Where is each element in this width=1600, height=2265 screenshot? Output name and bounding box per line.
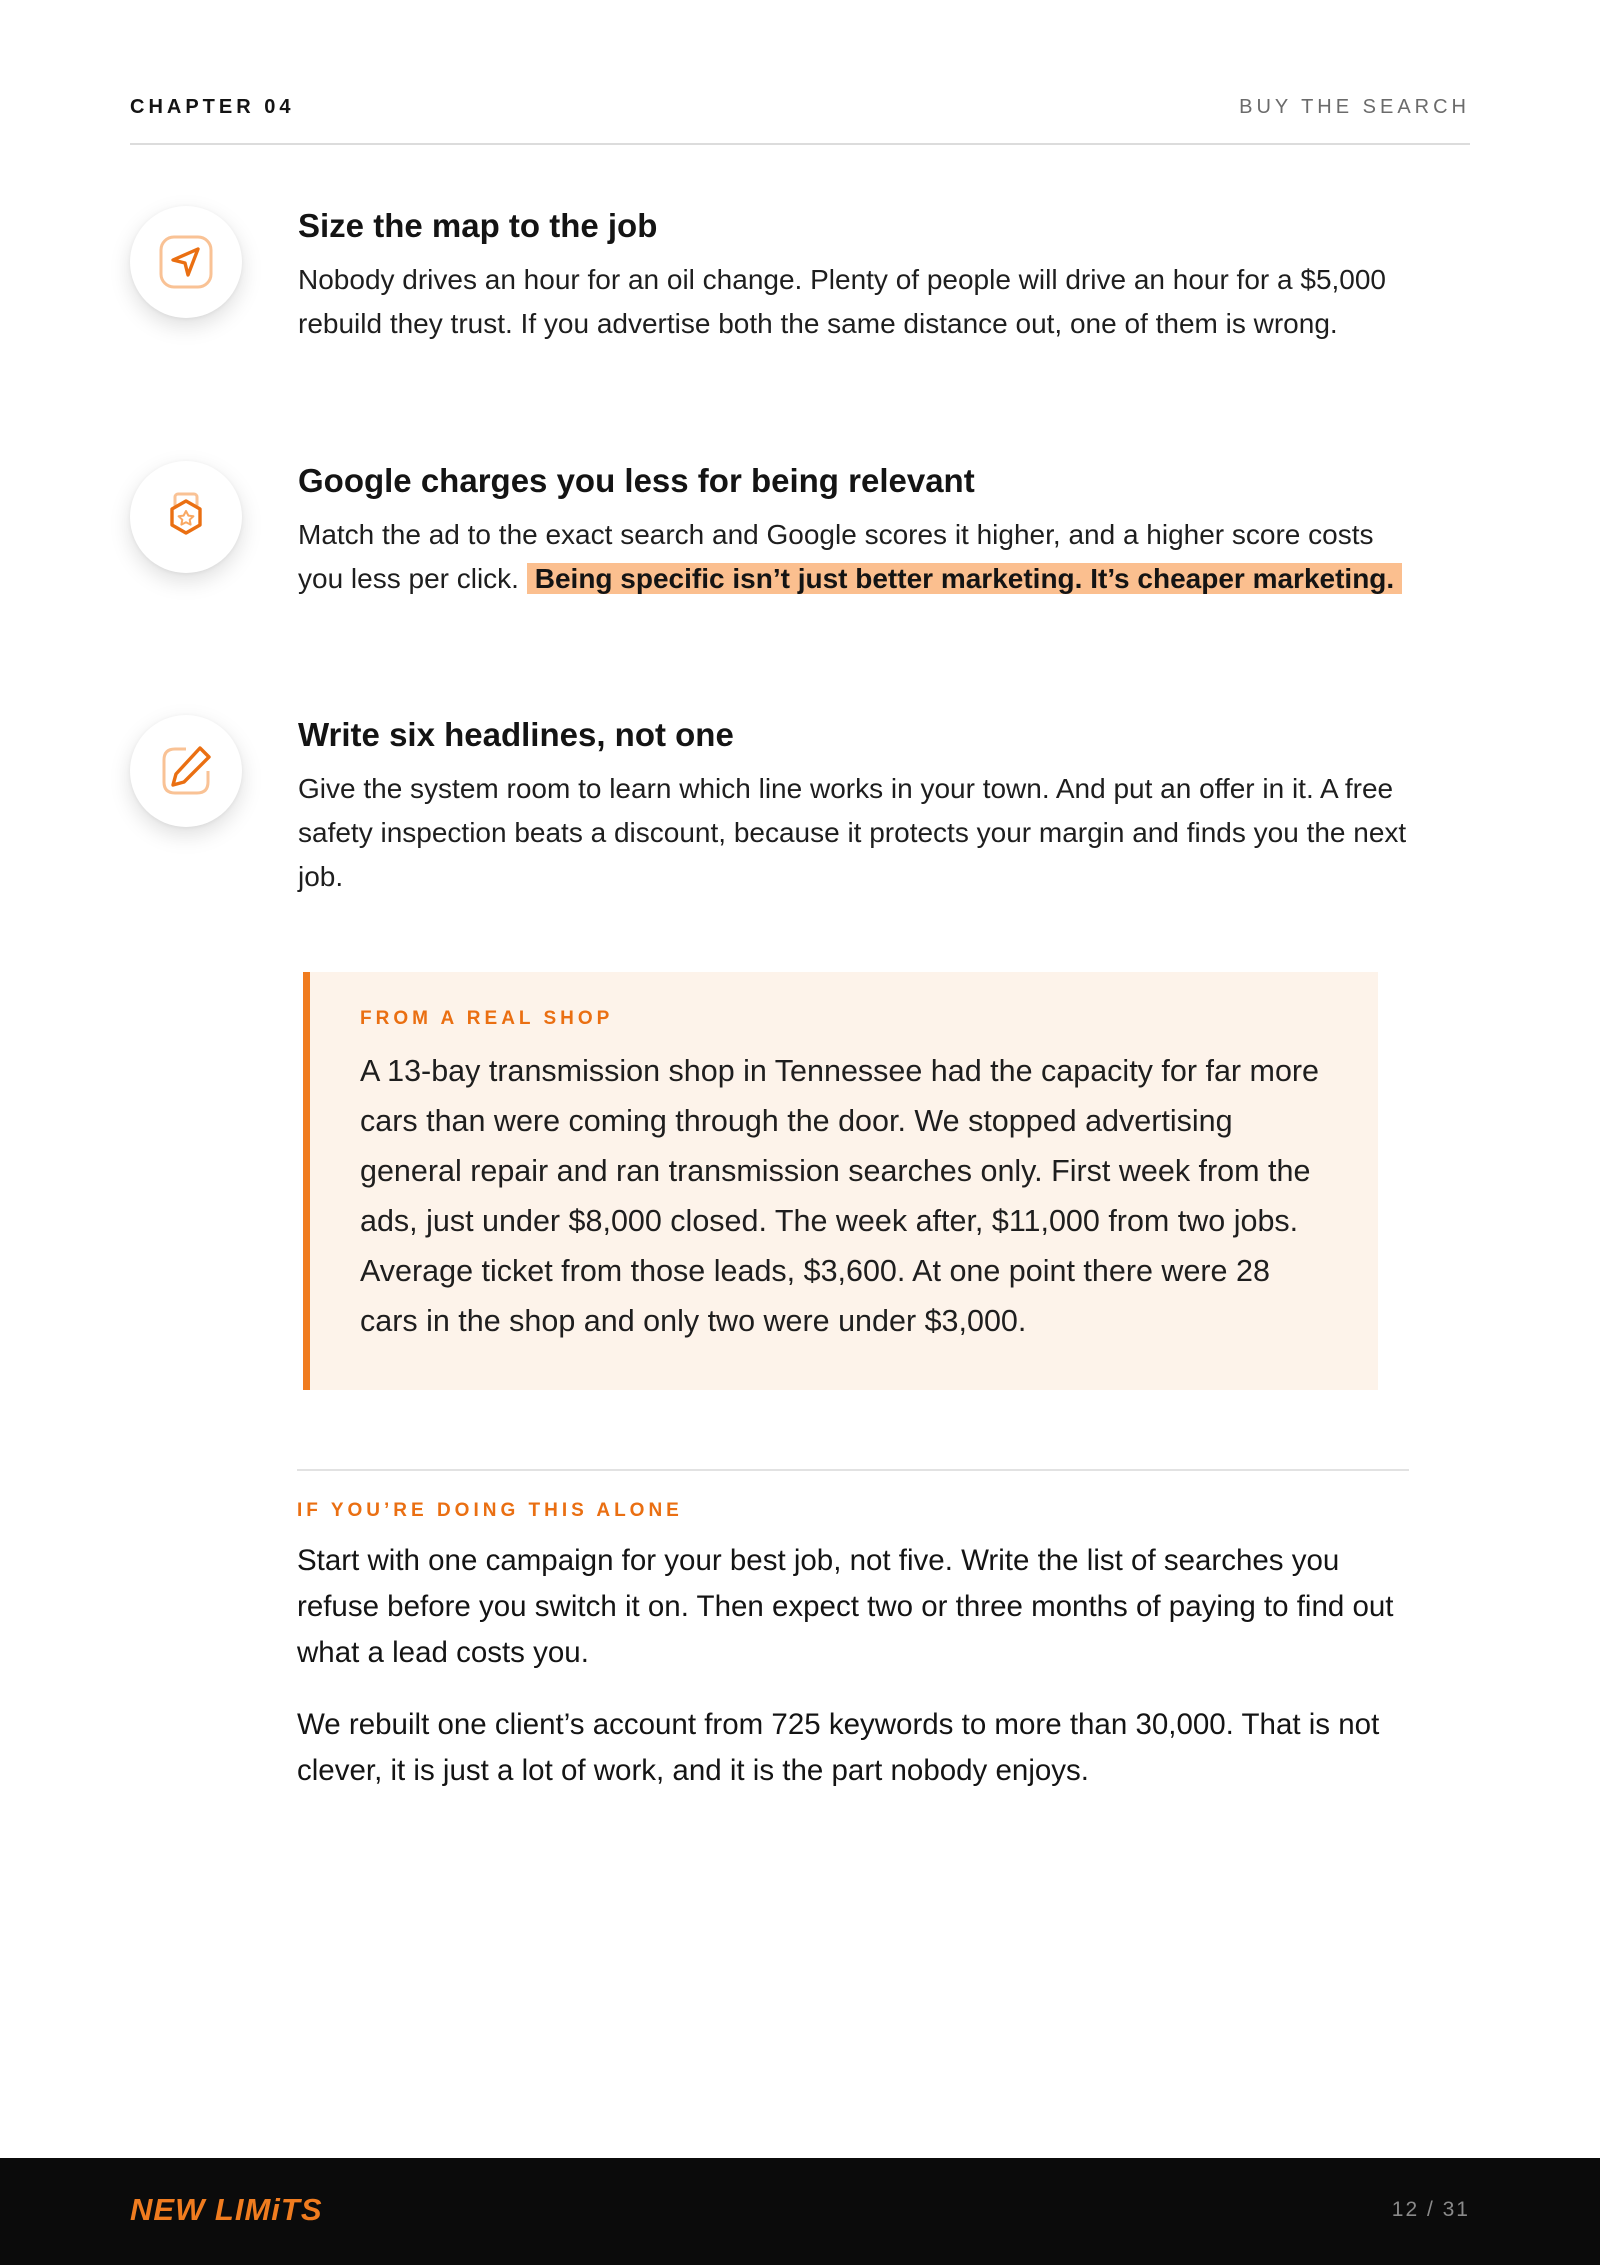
chapter-label: CHAPTER 04 bbox=[130, 96, 295, 118]
point-text-lead: Match the ad to the exact search and Google scores it higher, and a higher score costs you less per click. bbox=[298, 519, 1374, 594]
solo-label: IF YOU’RE DOING THIS ALONE bbox=[297, 1500, 683, 1521]
brand-logo: NEW LIMiTS bbox=[130, 2192, 323, 2227]
real-shop-callout bbox=[303, 972, 1378, 1390]
running-header bbox=[130, 96, 1470, 119]
point-title: Google charges you less for being relevant bbox=[298, 462, 975, 499]
badge-star-icon bbox=[130, 461, 242, 573]
point-title: Size the map to the job bbox=[298, 207, 658, 244]
doing-this-alone-section bbox=[297, 1500, 1409, 1794]
highlighted-quote: Being specific isn’t just better marketing. It’s cheaper marketing. bbox=[527, 563, 1402, 594]
solo-paragraph: We rebuilt one client’s account from 725 keywords to more than 30,000. That is not clever, it is just a lot of work, and it is the part nobody enjoys. bbox=[297, 1708, 1380, 1787]
solo-paragraph: Start with one campaign for your best job, not five. Write the list of searches you refuse before you switch it on. Then expect two or three months of paying to find out what a lead costs you. bbox=[297, 1544, 1394, 1669]
point-text bbox=[298, 513, 1410, 601]
callout-text: A 13-bay transmission shop in Tennessee had the capacity for far more cars than were coming through the door. We stopped advertising general repair and ran transmission searches only. First week from the ads, just under $8,000 closed. The week after, $11,000 from two jobs. Average ticket from those leads, $3,600. At one point there were 28 cars in the shop and only two were under $3,000. bbox=[360, 1054, 1320, 1338]
pencil-edit-icon bbox=[130, 715, 242, 827]
point-text: Nobody drives an hour for an oil change. Plenty of people will drive an hour for a $5,000 rebuild they trust. If you advertise both the same distance out, one of them is wrong. bbox=[298, 264, 1387, 339]
callout-label: FROM A REAL SHOP bbox=[360, 1008, 614, 1029]
page-number: 12 / 31 bbox=[1391, 2198, 1470, 2221]
header-divider bbox=[130, 143, 1470, 145]
page-footer bbox=[0, 2158, 1600, 2265]
point-text: Give the system room to learn which line works in your town. And put an offer in it. A free safety inspection beats a discount, because it protects your margin and finds you the next job. bbox=[298, 773, 1407, 892]
section-title: BUY THE SEARCH bbox=[1239, 96, 1470, 118]
navigation-arrow-icon bbox=[130, 206, 242, 318]
section-divider bbox=[297, 1469, 1409, 1471]
point-title: Write six headlines, not one bbox=[298, 716, 734, 753]
